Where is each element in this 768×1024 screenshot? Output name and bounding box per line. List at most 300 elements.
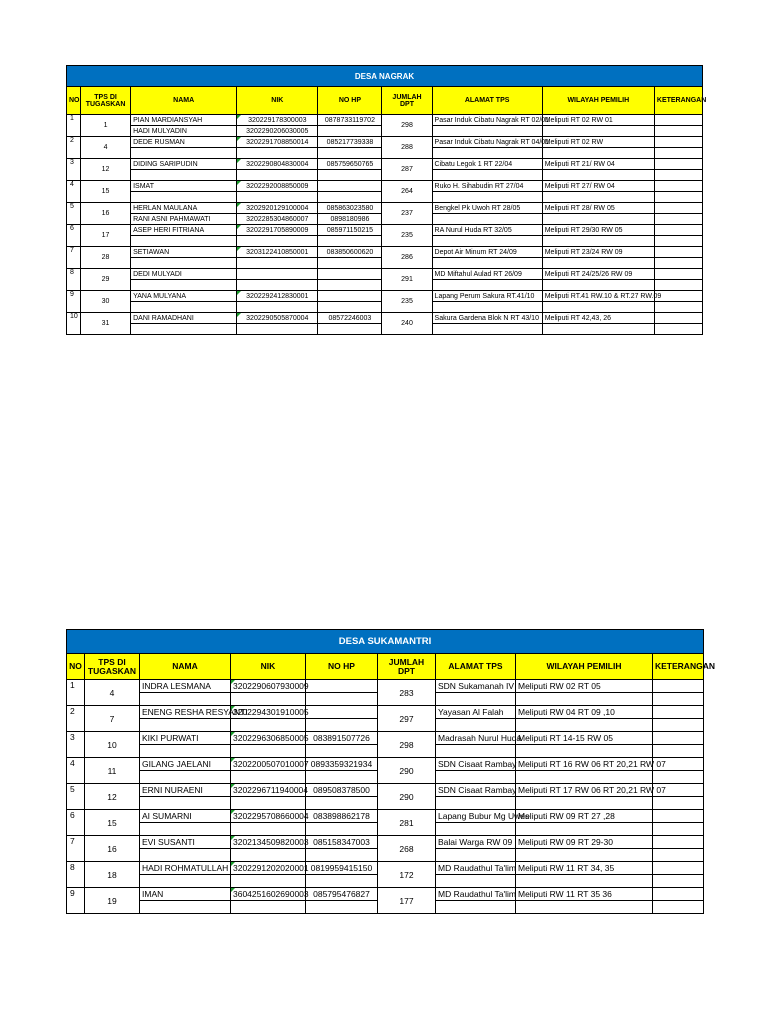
address-cell: MD Miftahul Aulad RT 26/09 <box>432 269 542 280</box>
dpt-cell: 172 <box>378 862 436 888</box>
row-number: 6 <box>67 810 85 836</box>
tps-number: 15 <box>85 810 140 836</box>
address-cell: Sakura Gardena Blok N RT 43/10 <box>432 313 542 324</box>
address-cell: SDN Cisaat Rambay <box>436 784 516 797</box>
phone-cell <box>318 148 382 159</box>
table-desa-sukamantri <box>66 629 715 914</box>
row-number: 1 <box>67 680 85 706</box>
address-cell <box>436 875 516 888</box>
tps-number: 12 <box>85 784 140 810</box>
note-cell <box>654 324 702 335</box>
nik-cell <box>237 280 318 291</box>
phone-cell: 085795476827 <box>306 888 378 901</box>
tps-number: 16 <box>85 836 140 862</box>
phone-cell <box>318 192 382 203</box>
tps-number: 12 <box>81 159 131 181</box>
nik-cell: 3202134509820003 <box>231 836 306 849</box>
table-row <box>67 784 704 797</box>
phone-cell: 08572246003 <box>318 313 382 324</box>
nik-cell: 3202290804830004 <box>237 159 318 170</box>
name-cell: GILANG JAELANI <box>140 758 231 771</box>
name-cell: IMAN <box>140 888 231 901</box>
area-cell: Meliputi RT 21/ RW 04 <box>542 159 654 170</box>
col-keterangan-header: KETERANGAN <box>654 87 702 115</box>
table-row <box>67 291 703 302</box>
col-keterangan-header: KETERANGAN <box>653 654 704 680</box>
name-cell: RANI ASNI PAHMAWATI <box>131 214 237 225</box>
dpt-cell: 235 <box>382 291 432 313</box>
note-cell <box>654 126 702 137</box>
note-cell <box>653 680 704 693</box>
area-cell <box>516 823 653 836</box>
row-number: 5 <box>67 203 81 225</box>
row-number: 6 <box>67 225 81 247</box>
nik-cell: 320229178300003 <box>237 115 318 126</box>
name-cell: EVI SUSANTI <box>140 836 231 849</box>
nik-cell: 3203122410850001 <box>237 247 318 258</box>
phone-cell <box>318 236 382 247</box>
address-cell: Balai Warga RW 09 <box>436 836 516 849</box>
area-cell: Meliputi RT 14-15 RW 05 <box>516 732 653 745</box>
col-nik-header: NIK <box>237 87 318 115</box>
name-cell <box>131 258 237 269</box>
note-cell <box>654 247 702 258</box>
col-tps-header: TPS DI TUGASKAN <box>81 87 131 115</box>
note-cell <box>654 137 702 148</box>
name-cell: HERLAN MAULANA <box>131 203 237 214</box>
address-cell <box>432 302 542 313</box>
table-title: DESA SUKAMANTRI <box>67 630 704 654</box>
note-cell <box>654 269 702 280</box>
area-cell: Meliputi RW 09 RT 29-30 <box>516 836 653 849</box>
phone-cell <box>306 693 378 706</box>
col-nama-header: NAMA <box>140 654 231 680</box>
name-cell: HADI ROHMATULLAH <box>140 862 231 875</box>
table-row <box>67 810 704 823</box>
area-cell <box>542 280 654 291</box>
tps-number: 16 <box>81 203 131 225</box>
name-cell <box>140 745 231 758</box>
table-row <box>67 313 703 324</box>
name-cell <box>131 324 237 335</box>
col-nik-header: NIK <box>231 654 306 680</box>
name-cell: ERNI NURAENI <box>140 784 231 797</box>
col-jumlah-dpt-header: JUMLAH DPT <box>382 87 432 115</box>
note-cell <box>653 888 704 901</box>
note-cell <box>654 313 702 324</box>
address-cell <box>432 236 542 247</box>
row-number: 9 <box>67 291 81 313</box>
phone-cell <box>306 719 378 732</box>
nik-cell <box>231 719 306 732</box>
note-cell <box>653 862 704 875</box>
row-number: 7 <box>67 836 85 862</box>
area-cell: Meliputi RT 23/24 RW 09 <box>542 247 654 258</box>
table-row <box>67 203 703 214</box>
nik-cell <box>237 236 318 247</box>
area-cell: Meliputi RT 28/ RW 05 <box>542 203 654 214</box>
address-cell: Lapang Perum Sakura RT.41/10 <box>432 291 542 302</box>
dpt-cell: 288 <box>382 137 432 159</box>
name-cell <box>140 875 231 888</box>
area-cell: Meliputi RW 09 RT 27 ,28 <box>516 810 653 823</box>
area-cell <box>542 258 654 269</box>
address-cell: SDN Sukamanah IV <box>436 680 516 693</box>
note-cell <box>653 901 704 914</box>
note-cell <box>653 745 704 758</box>
area-cell <box>542 148 654 159</box>
note-cell <box>654 181 702 192</box>
dpt-cell: 287 <box>382 159 432 181</box>
nik-cell <box>231 849 306 862</box>
nik-cell: 3604251602690003 <box>231 888 306 901</box>
name-cell <box>140 849 231 862</box>
table-row <box>67 888 704 901</box>
tps-number: 4 <box>81 137 131 159</box>
name-cell: DEDE RUSMAN <box>131 137 237 148</box>
tps-number: 18 <box>85 862 140 888</box>
area-cell <box>516 875 653 888</box>
name-cell: SETIAWAN <box>131 247 237 258</box>
row-number: 4 <box>67 181 81 203</box>
tps-number: 31 <box>81 313 131 335</box>
phone-cell <box>318 324 382 335</box>
name-cell <box>131 302 237 313</box>
nik-cell <box>237 192 318 203</box>
table-row <box>67 247 703 258</box>
col-jumlah-dpt-header: JUMLAH DPT <box>378 654 436 680</box>
nik-cell <box>237 324 318 335</box>
dpt-cell: 177 <box>378 888 436 914</box>
phone-cell <box>318 126 382 137</box>
area-cell <box>516 719 653 732</box>
note-cell <box>653 836 704 849</box>
note-cell <box>653 875 704 888</box>
phone-cell <box>306 680 378 693</box>
name-cell: ASEP HERI FITRIANA <box>131 225 237 236</box>
address-cell: Cibatu Legok 1 RT 22/04 <box>432 159 542 170</box>
address-cell <box>432 170 542 181</box>
nik-cell <box>237 148 318 159</box>
area-cell <box>516 849 653 862</box>
area-cell <box>542 170 654 181</box>
nik-cell <box>231 693 306 706</box>
name-cell: KIKI PURWATI <box>140 732 231 745</box>
tps-number: 7 <box>85 706 140 732</box>
name-cell: ENENG RESHA RESYANTI <box>140 706 231 719</box>
area-cell <box>542 126 654 137</box>
phone-cell: 085759650765 <box>318 159 382 170</box>
name-cell: PIAN MARDIANSYAH <box>131 115 237 126</box>
phone-cell: 083891507726 <box>306 732 378 745</box>
address-cell <box>436 745 516 758</box>
phone-cell <box>306 745 378 758</box>
dpt-cell: 290 <box>378 758 436 784</box>
address-cell <box>432 324 542 335</box>
row-number: 1 <box>67 115 81 137</box>
address-cell <box>432 126 542 137</box>
tps-number: 29 <box>81 269 131 291</box>
area-cell: Meliputi RW 11 RT 34, 35 <box>516 862 653 875</box>
area-cell <box>542 192 654 203</box>
dpt-cell: 264 <box>382 181 432 203</box>
note-cell <box>654 170 702 181</box>
note-cell <box>653 719 704 732</box>
name-cell <box>131 236 237 247</box>
phone-cell: 085217739338 <box>318 137 382 148</box>
col-wilayah-pemilih-header: WILAYAH PEMILIH <box>516 654 653 680</box>
table-row <box>67 159 703 170</box>
nik-cell <box>231 823 306 836</box>
note-cell <box>654 159 702 170</box>
phone-cell: 085158347003 <box>306 836 378 849</box>
phone-cell: 085863023580 <box>318 203 382 214</box>
note-cell <box>653 732 704 745</box>
nik-cell: 3202294301910005 <box>231 706 306 719</box>
tps-number: 19 <box>85 888 140 914</box>
name-cell <box>140 823 231 836</box>
area-cell: Meliputi RT 02 RW 01 <box>542 115 654 126</box>
name-cell: DIDING SARIPUDIN <box>131 159 237 170</box>
address-cell: Ruko H. Sihabudin RT 27/04 <box>432 181 542 192</box>
nik-cell: 3202920129100004 <box>237 203 318 214</box>
nik-cell: 3202285304860007 <box>237 214 318 225</box>
dpt-cell: 298 <box>382 115 432 137</box>
nik-cell <box>231 875 306 888</box>
phone-cell: 0878733119702 <box>318 115 382 126</box>
name-cell <box>140 797 231 810</box>
note-cell <box>654 148 702 159</box>
dpt-cell: 291 <box>382 269 432 291</box>
table-row <box>67 836 704 849</box>
address-cell: RA Nurul Huda RT 32/05 <box>432 225 542 236</box>
address-cell: SDN Cisaat Rambay <box>436 758 516 771</box>
address-cell: Lapang Bubur Mg Uwes <box>436 810 516 823</box>
row-number: 10 <box>67 313 81 335</box>
area-cell: Meliputi RT 16 RW 06 RT 20,21 RW 07 <box>516 758 653 771</box>
area-cell <box>542 324 654 335</box>
phone-cell <box>306 797 378 810</box>
phone-cell: 085971150215 <box>318 225 382 236</box>
name-cell: AI SUMARNI <box>140 810 231 823</box>
note-cell <box>653 771 704 784</box>
phone-cell: 083850600620 <box>318 247 382 258</box>
address-cell <box>432 214 542 225</box>
area-cell: Meliputi RT 27/ RW 04 <box>542 181 654 192</box>
col-nama-header: NAMA <box>131 87 237 115</box>
dpt-cell: 268 <box>378 836 436 862</box>
table-row <box>67 181 703 192</box>
col-wilayah-pemilih-header: WILAYAH PEMILIH <box>542 87 654 115</box>
address-cell <box>436 771 516 784</box>
nik-cell: 3202291708850014 <box>237 137 318 148</box>
nik-cell: 3202292412830001 <box>237 291 318 302</box>
col-alamat-tps-header: ALAMAT TPS <box>432 87 542 115</box>
nik-cell <box>237 170 318 181</box>
dpt-cell: 283 <box>378 680 436 706</box>
address-cell <box>436 901 516 914</box>
area-cell: Meliputi RW 11 RT 35 36 <box>516 888 653 901</box>
phone-cell <box>318 258 382 269</box>
tps-number: 11 <box>85 758 140 784</box>
dpt-cell: 297 <box>378 706 436 732</box>
address-cell: MD Raudathul Ta'lim <box>436 888 516 901</box>
table-title: DESA NAGRAK <box>67 66 703 87</box>
phone-cell <box>318 181 382 192</box>
dpt-cell: 240 <box>382 313 432 335</box>
phone-cell <box>306 706 378 719</box>
table-desa-nagrak <box>66 65 707 335</box>
area-cell <box>516 771 653 784</box>
area-cell: Meliputi RT 29/30 RW 05 <box>542 225 654 236</box>
nik-cell <box>237 258 318 269</box>
note-cell <box>654 291 702 302</box>
area-cell <box>542 214 654 225</box>
col-no-hp-header: NO HP <box>318 87 382 115</box>
col-no-header: NO <box>67 87 81 115</box>
area-cell: Meliputi RT.41 RW.10 & RT.27 RW.09 <box>542 291 654 302</box>
phone-cell: 0893359321934 <box>306 758 378 771</box>
dpt-cell: 290 <box>378 784 436 810</box>
phone-cell <box>306 901 378 914</box>
table-row <box>67 115 703 126</box>
nik-cell <box>237 302 318 313</box>
phone-cell: 0898180986 <box>318 214 382 225</box>
name-cell <box>140 693 231 706</box>
note-cell <box>654 214 702 225</box>
note-cell <box>653 849 704 862</box>
dpt-cell: 235 <box>382 225 432 247</box>
name-cell <box>131 280 237 291</box>
tps-number: 28 <box>81 247 131 269</box>
area-cell <box>516 797 653 810</box>
name-cell: YANA MULYANA <box>131 291 237 302</box>
col-tps-header: TPS DI TUGASKAN <box>85 654 140 680</box>
note-cell <box>653 693 704 706</box>
phone-cell <box>318 302 382 313</box>
nik-cell: 3202200507010007 <box>231 758 306 771</box>
name-cell: DEDI MULYADI <box>131 269 237 280</box>
nik-cell: 3202296711940004 <box>231 784 306 797</box>
name-cell <box>140 901 231 914</box>
table-row <box>67 137 703 148</box>
phone-cell: 083898862178 <box>306 810 378 823</box>
nik-cell: 3202291202020001 <box>231 862 306 875</box>
phone-cell <box>318 291 382 302</box>
phone-cell: 089508378500 <box>306 784 378 797</box>
row-number: 7 <box>67 247 81 269</box>
name-cell <box>140 771 231 784</box>
phone-cell <box>318 170 382 181</box>
note-cell <box>654 280 702 291</box>
phone-cell <box>306 849 378 862</box>
area-cell: Meliputi RW 04 RT 09 ,10 <box>516 706 653 719</box>
nik-cell: 3202290206030005 <box>237 126 318 137</box>
phone-cell: 0819959415150 <box>306 862 378 875</box>
address-cell <box>436 849 516 862</box>
row-number: 2 <box>67 137 81 159</box>
name-cell <box>131 148 237 159</box>
name-cell: ISMAT <box>131 181 237 192</box>
nik-cell: 3202291705890009 <box>237 225 318 236</box>
note-cell <box>654 115 702 126</box>
note-cell <box>654 192 702 203</box>
tps-number: 15 <box>81 181 131 203</box>
table-row <box>67 758 704 771</box>
col-alamat-tps-header: ALAMAT TPS <box>436 654 516 680</box>
area-cell <box>542 236 654 247</box>
nik-cell: 3202296306850005 <box>231 732 306 745</box>
area-cell: Meliputi RT 17 RW 06 RT 20,21 RW 07 <box>516 784 653 797</box>
dpt-cell: 237 <box>382 203 432 225</box>
nik-cell <box>231 771 306 784</box>
name-cell: DANI RAMADHANI <box>131 313 237 324</box>
address-cell: Depot Air Minum RT 24/09 <box>432 247 542 258</box>
tps-number: 17 <box>81 225 131 247</box>
tps-number: 4 <box>85 680 140 706</box>
address-cell <box>436 693 516 706</box>
phone-cell <box>318 269 382 280</box>
dpt-cell: 298 <box>378 732 436 758</box>
area-cell: Meliputi RT 24/25/26 RW 09 <box>542 269 654 280</box>
name-cell <box>131 192 237 203</box>
note-cell <box>654 203 702 214</box>
row-number: 3 <box>67 159 81 181</box>
dpt-cell: 286 <box>382 247 432 269</box>
col-no-hp-header: NO HP <box>306 654 378 680</box>
tps-number: 30 <box>81 291 131 313</box>
row-number: 5 <box>67 784 85 810</box>
address-cell <box>432 258 542 269</box>
note-cell <box>653 810 704 823</box>
address-cell: Madrasah Nurul Huda <box>436 732 516 745</box>
row-number: 4 <box>67 758 85 784</box>
area-cell: Meliputi RT 42,43, 26 <box>542 313 654 324</box>
note-cell <box>654 302 702 313</box>
table-row <box>67 706 704 719</box>
area-cell <box>516 693 653 706</box>
phone-cell <box>318 280 382 291</box>
nik-cell <box>231 901 306 914</box>
nik-cell: 3202290607930009 <box>231 680 306 693</box>
address-cell <box>436 719 516 732</box>
col-no-header: NO <box>67 654 85 680</box>
address-cell <box>432 280 542 291</box>
name-cell <box>131 170 237 181</box>
note-cell <box>653 706 704 719</box>
area-cell <box>542 302 654 313</box>
nik-cell: 3202295708660004 <box>231 810 306 823</box>
table-row <box>67 732 704 745</box>
area-cell <box>516 901 653 914</box>
table-row <box>67 862 704 875</box>
nik-cell <box>231 745 306 758</box>
note-cell <box>653 797 704 810</box>
address-cell: MD Raudathul Ta'lim <box>436 862 516 875</box>
phone-cell <box>306 771 378 784</box>
name-cell: HADI MULYADIN <box>131 126 237 137</box>
row-number: 9 <box>67 888 85 914</box>
dpt-cell: 281 <box>378 810 436 836</box>
nik-cell: 3202292008850009 <box>237 181 318 192</box>
note-cell <box>654 258 702 269</box>
address-cell <box>436 823 516 836</box>
phone-cell <box>306 875 378 888</box>
tps-number: 1 <box>81 115 131 137</box>
area-cell: Meliputi RW 02 RT 05 <box>516 680 653 693</box>
tps-number: 10 <box>85 732 140 758</box>
address-cell: Pasar Induk Cibatu Nagrak RT 04/01 <box>432 137 542 148</box>
